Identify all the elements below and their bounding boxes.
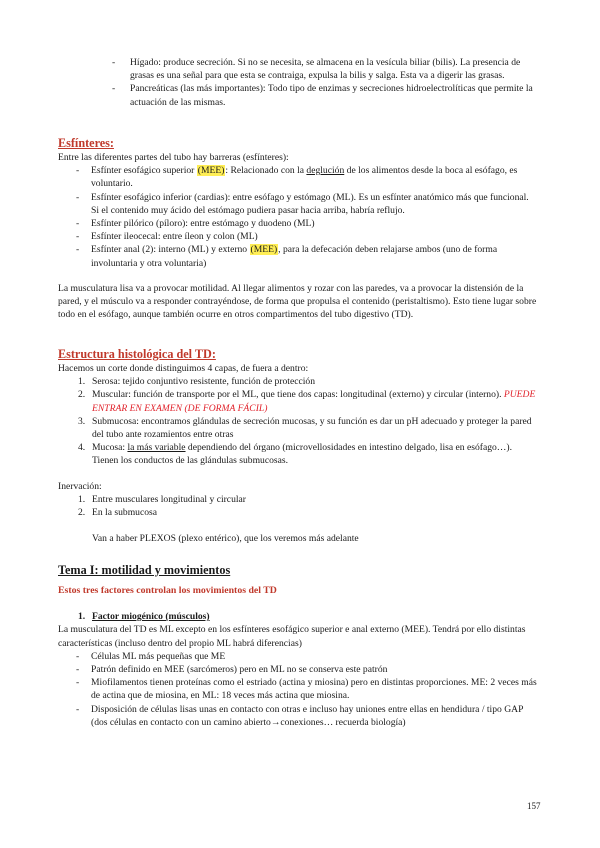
item-text: En la submucosa bbox=[92, 507, 158, 519]
item-text: dependiendo del órgano (microvellosidades en intestino delgado, lisa en esófago…). Tienen los conductos de las glándulas submucosas. bbox=[92, 442, 512, 467]
esfinteres-section bbox=[58, 136, 538, 270]
list-item bbox=[58, 415, 538, 441]
capas-list bbox=[58, 375, 538, 467]
item-text: Mucosa: bbox=[92, 442, 128, 454]
text-segment: Esfínter anal (2): interno (ML) y externo bbox=[91, 244, 250, 256]
item-number: 2. bbox=[78, 507, 86, 519]
list-item: - Patrón definido en MEE (sarcómeros) pero en ML no se conserva este patrón bbox=[58, 663, 538, 676]
list-item bbox=[58, 164, 538, 190]
top-list bbox=[58, 56, 538, 109]
inervacion-label: Inervación: bbox=[58, 481, 102, 492]
factor-heading bbox=[58, 610, 538, 623]
highlight-mee: (MEE) bbox=[250, 244, 278, 256]
inervacion-list bbox=[58, 493, 538, 519]
factor-list bbox=[58, 650, 538, 729]
item-text: Serosa: tejido conjuntivo resistente, función de protección bbox=[92, 376, 315, 388]
list-item bbox=[58, 493, 538, 506]
section-heading: Estructura histológica del TD: bbox=[58, 347, 216, 361]
item-number: 3. bbox=[78, 415, 86, 427]
item-number: 4. bbox=[78, 442, 86, 454]
factor-intro: La musculatura del TD es ML excepto en los esfínteres esofágico superior e anal externo (MEE). Tendrá por ello distintas características (incluso dentro del propio ML habrá diferencias) bbox=[58, 624, 526, 649]
text-segment: : Relacionado con la bbox=[225, 165, 307, 177]
list-item: - Esfínter esofágico inferior (cardias): entre esófago y estómago (ML). Es un esfínter anatómico más que funcional. Si el contenido muy ácido del estómago pudiera pasar hacia arriba, habría reflujo. bbox=[58, 191, 538, 217]
text-segment: de los alimentos desde la boca al esófago, es voluntario. bbox=[91, 165, 518, 190]
exam-warning: PUEDE ENTRAR EN EXAMEN (DE FORMA FÁCIL) bbox=[92, 389, 536, 414]
esfinteres-list bbox=[58, 164, 538, 270]
list-item: - Esfínter pilórico (píloro): entre estómago y duodeno (ML) bbox=[58, 217, 538, 230]
estructura-section bbox=[58, 347, 538, 468]
inervacion-section bbox=[58, 480, 538, 545]
plexos-note: Van a haber PLEXOS (plexo entérico), que los veremos más adelante bbox=[92, 532, 359, 544]
section-intro: Entre las diferentes partes del tubo hay barreras (esfínteres): bbox=[58, 152, 289, 163]
list-item bbox=[58, 243, 538, 269]
section-heading: Esfínteres: bbox=[58, 136, 114, 150]
list-item: - Disposición de células lisas unas en contacto con otras e incluso hay uniones entre ellas en hendidura / tipo GAP (dos células en contacto con un camino abierto→conexiones… recuerda biología) bbox=[58, 703, 538, 729]
list-item: - Miofilamentos tienen proteínas como el estriado (actina y miosina) pero en distintas proporciones. ME: 2 veces más de actina que de miosina, en ML: 18 veces más actina que miosina. bbox=[58, 676, 538, 702]
list-item: - Esfínter ileocecal: entre íleon y colon (ML) bbox=[58, 230, 538, 243]
tema-subheading: Estos tres factores controlan los movimientos del TD bbox=[58, 585, 277, 596]
highlight-mee: (MEE) bbox=[197, 165, 225, 177]
list-item bbox=[58, 388, 538, 414]
factor-title: Factor miogénico (músculos) bbox=[92, 611, 210, 623]
tema-heading: Tema I: motilidad y movimientos bbox=[58, 563, 231, 577]
item-number: 1. bbox=[78, 611, 86, 623]
item-text: Submucosa: encontramos glándulas de secreción mucosas, y su función es dar un pH adecuado y proteger la pared del tubo ante rozamientos entre otras bbox=[92, 415, 532, 441]
list-item bbox=[58, 506, 538, 519]
tema-section bbox=[58, 563, 538, 729]
list-item bbox=[58, 441, 538, 467]
list-item: - Hígado: produce secreción. Si no se necesita, se almacena en la vesícula biliar (bilis). La presencia de grasas es una señal para que esta se contraiga, expulsa la bilis y salga. Esta va a digerir las grasas. bbox=[58, 56, 538, 82]
section-intro: Hacemos un corte donde distinguimos 4 capas, de fuera a dentro: bbox=[58, 363, 309, 374]
text-segment: , para la defecación deben relajarse ambos (uno de forma involuntaria y otra voluntaria) bbox=[91, 244, 498, 269]
top-list-block bbox=[58, 56, 538, 109]
item-number: 2. bbox=[78, 389, 86, 401]
item-number: 1. bbox=[78, 376, 86, 388]
paragraph-ml: La musculatura lisa va a provocar motilidad. Al llegar alimentos y rozar con las paredes, va a provocar la distensión de la pared, y el músculo va a responder contrayéndose, de forma que propulsa el contenido (peristaltismo). Esto tiene lugar sobre todo en el esófago, aunque también ocurre en otros compartimentos del tubo digestivo (TD). bbox=[58, 283, 537, 321]
text-segment: Esfínter esofágico superior bbox=[91, 165, 197, 177]
page-number: 157 bbox=[527, 801, 541, 811]
item-text: Muscular: función de transporte por el ML, que tiene dos capas: longitudinal (externo) y circular (interno). bbox=[92, 389, 504, 401]
item-number: 1. bbox=[78, 494, 86, 506]
underlined-term: la más variable bbox=[127, 442, 186, 454]
underlined-term: deglución bbox=[306, 165, 345, 177]
item-text: Entre musculares longitudinal y circular bbox=[92, 494, 246, 506]
list-item bbox=[58, 375, 538, 388]
list-item: - Células ML más pequeñas que ME bbox=[58, 650, 538, 663]
list-item: - Pancreáticas (las más importantes): Todo tipo de enzimas y secreciones hidroelectrolíticas que permite la actuación de las mismas. bbox=[58, 82, 538, 108]
